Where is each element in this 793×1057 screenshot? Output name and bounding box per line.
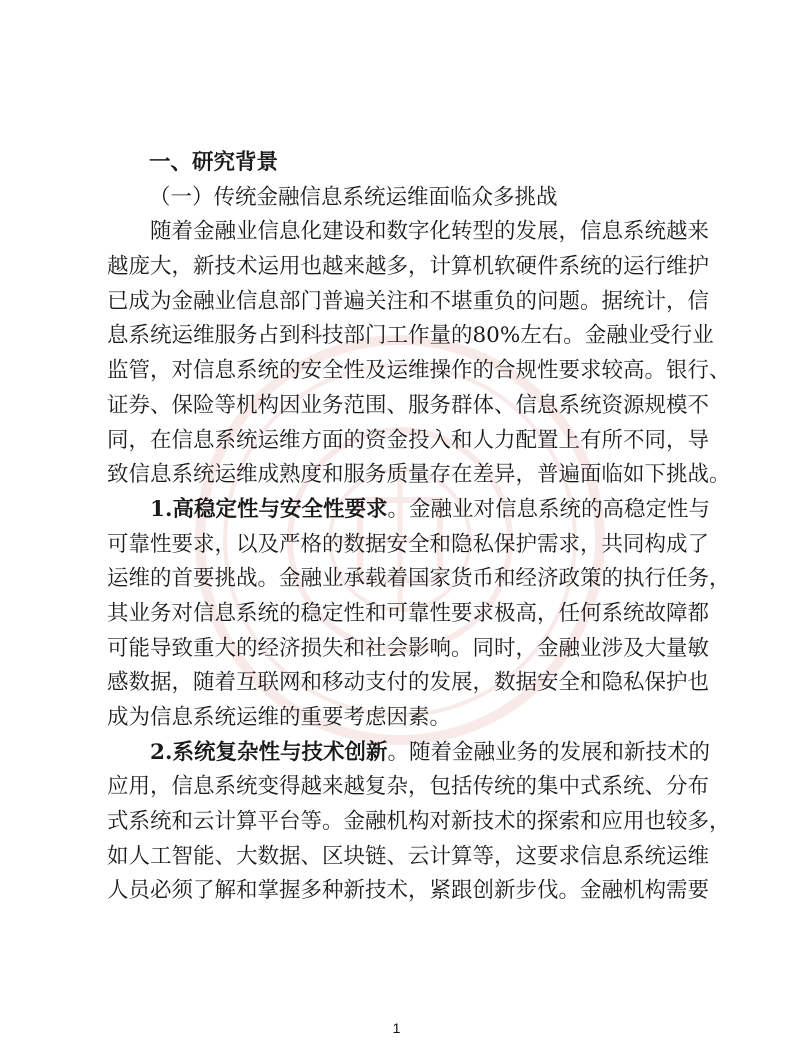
paragraph-line: 致信息系统运维成熟度和服务质量存在差异，普遍面临如下挑战。 [107, 462, 731, 488]
paragraph-line: 可靠性要求，以及严格的数据安全和隐私保护需求，共同构成了 [107, 531, 710, 557]
paragraph-line: 成为信息系统运维的重要考虑因素。 [107, 705, 452, 730]
paragraph-text: 。金融业对信息系统的高稳定性与 [387, 496, 710, 522]
paragraph-line: 证券、保险等机构因业务范围、服务群体、信息系统资源规模不 [107, 392, 710, 418]
paragraph-line: 随着金融业信息化建设和数字化转型的发展，信息系统越来 [150, 219, 710, 245]
paragraph-line: 可能导致重大的经济损失和社会影响。同时，金融业涉及大量敏 [107, 635, 710, 661]
paragraph-line: 应用，信息系统变得越来越复杂，包括传统的集中式系统、分布 [107, 774, 710, 800]
paragraph-line: 监管，对信息系统的安全性及运维操作的合规性要求较高。银行、 [107, 358, 731, 384]
paragraph-intro [107, 215, 731, 493]
paragraph-line: 如人工智能、大数据、区块链、云计算等，这要求信息系统运维 [107, 843, 710, 869]
paragraph-line [107, 493, 710, 528]
document-body [107, 146, 731, 909]
paragraph-line: 其业务对信息系统的稳定性和可靠性要求极高，任何系统故障都 [107, 600, 710, 626]
paragraph-line: 息系统运维服务占到科技部门工作量的80%左右。金融业受行业 [107, 323, 714, 349]
paragraph-line: 已成为金融业信息部门普遍关注和不堪重负的问题。据统计，信 [107, 288, 710, 314]
subsection-heading: （一）传统金融信息系统运维面临众多挑战 [149, 184, 558, 210]
paragraph-line: 越庞大，新技术运用也越来越多，计算机软硬件系统的运行维护 [107, 254, 710, 280]
paragraph-line: 人员必须了解和掌握多种新技术，紧跟创新步伐。金融机构需要 [107, 878, 710, 904]
paragraph-lead: 2.系统复杂性与技术创新 [150, 739, 388, 765]
paragraph-line [107, 736, 710, 771]
paragraph-line: 运维的首要挑战。金融业承载着国家货币和经济政策的执行任务， [107, 566, 731, 592]
section-heading: 一、研究背景 [149, 150, 279, 175]
paragraph-stability [107, 493, 731, 736]
paragraph-text: 。随着金融业务的发展和新技术的 [387, 739, 710, 765]
paragraph-line: 同，在信息系统运维方面的资金投入和人力配置上有所不同，导 [107, 427, 710, 453]
paragraph-line: 感数据，随着互联网和移动支付的发展，数据安全和隐私保护也 [107, 670, 710, 696]
page-number: 1 [392, 1020, 401, 1036]
paragraph-lead: 1.高稳定性与安全性要求 [150, 496, 388, 522]
paragraph-complexity [107, 736, 731, 909]
paragraph-line: 式系统和云计算平台等。金融机构对新技术的探索和应用也较多， [107, 809, 731, 835]
